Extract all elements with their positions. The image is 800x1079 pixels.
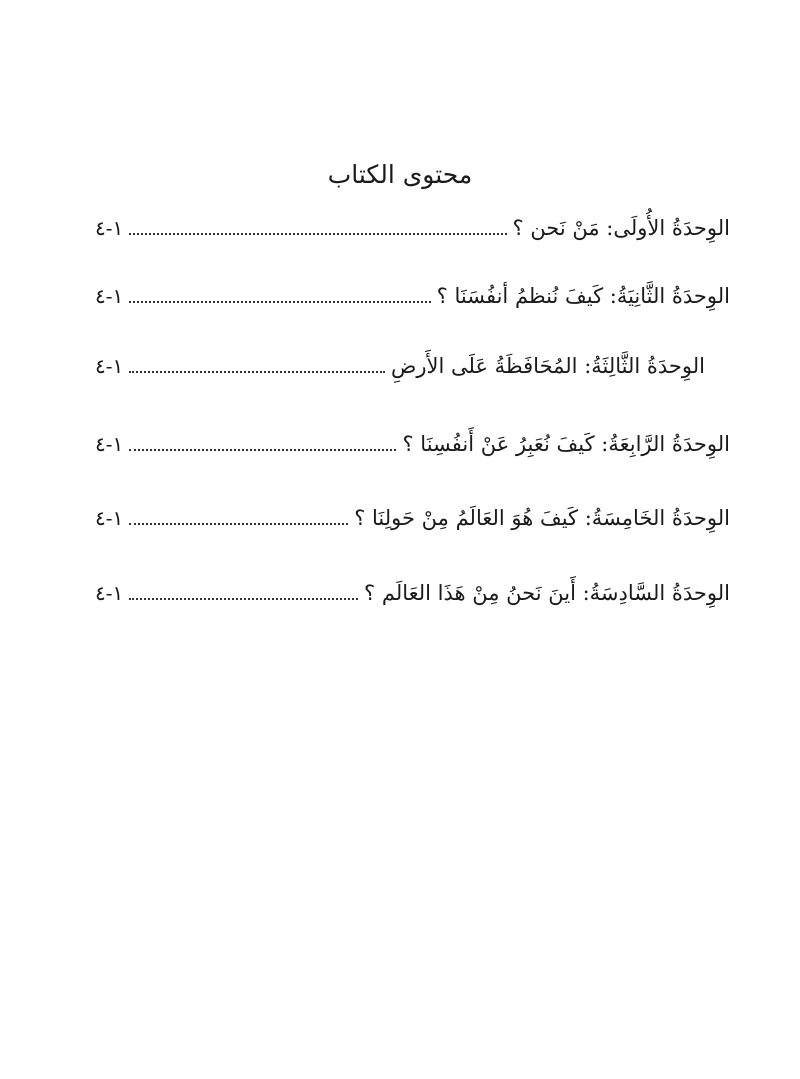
toc-entry-title: الوِحدَةُ الثَّالِثَةُ: المُحَافَظَةُ عَلَى الأَرضِ xyxy=(390,354,705,378)
toc-entry-pages: ١-٤ xyxy=(95,216,124,240)
dotted-leader xyxy=(129,233,506,235)
page-title: محتوى الكتاب xyxy=(327,160,473,189)
dotted-leader xyxy=(129,598,358,600)
dotted-leader xyxy=(129,449,396,451)
toc-entry-unit-1 xyxy=(95,200,730,244)
dotted-leader xyxy=(129,523,348,525)
toc-entry-title: الوِحدَةُ الثَّانِيَةُ: كَيفَ نُنظمُ أنفُسَنَا ؟ xyxy=(436,284,730,308)
toc-entry-pages: ١-٤ xyxy=(95,354,124,378)
toc-entry-title: الوِحدَةُ الرَّابِعَةُ: كَيفَ نُعَبِرُ عَنْ أَنفُسِنَا ؟ xyxy=(402,432,730,456)
dotted-leader xyxy=(129,301,430,303)
toc-entry-pages: ١-٤ xyxy=(95,284,124,308)
toc-entry-title: الوِحدَةُ الأُولَى: مَنْ نَحن ؟ xyxy=(512,216,730,240)
dotted-leader xyxy=(129,371,385,373)
toc-entry-pages: ١-٤ xyxy=(95,432,124,456)
toc-entry-title: الوِحدَةُ السَّادِسَةُ: أَينَ نَحنُ مِنْ هَذَا العَالَم ؟ xyxy=(364,581,730,605)
toc-entry-unit-6 xyxy=(95,565,730,609)
toc-entry-pages: ١-٤ xyxy=(95,506,124,530)
toc-entry-unit-4 xyxy=(95,416,730,460)
toc-entry-unit-2 xyxy=(95,268,730,312)
toc-entry-unit-3 xyxy=(95,338,705,382)
toc-entry-pages: ١-٤ xyxy=(95,581,124,605)
toc-entry-title: الوِحدَةُ الخَامِسَةُ: كَيفَ هُوَ العَالَمُ مِنْ حَولِنَا ؟ xyxy=(354,506,730,530)
toc-entry-unit-5 xyxy=(95,490,730,534)
